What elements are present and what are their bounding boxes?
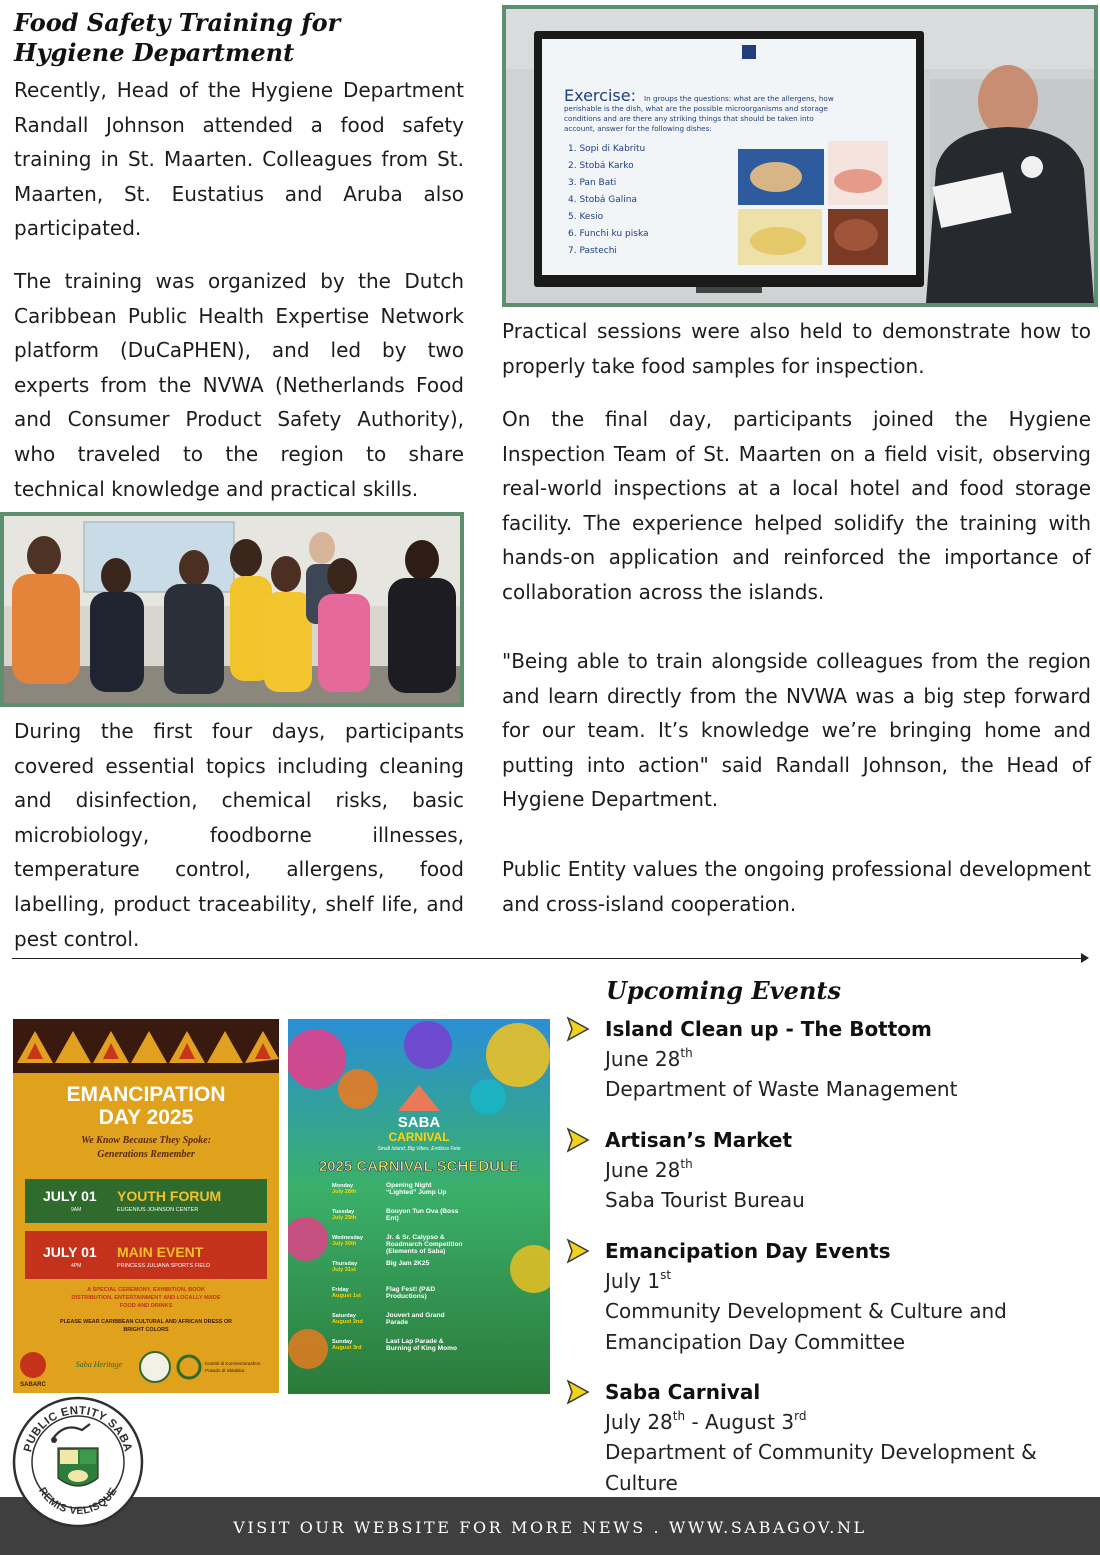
footer-website-link[interactable]: VISIT OUR WEBSITE FOR MORE NEWS . WWW.SABAGOV.NL <box>233 1518 867 1537</box>
poster1-event2-date: JULY 01 <box>43 1244 97 1260</box>
carnival-row-date: August 3rd <box>332 1345 362 1351</box>
slide-dish-5: 5. Kesio <box>568 212 604 222</box>
presenter-head <box>978 65 1038 137</box>
event-organizer: Department of Waste Management <box>605 1077 958 1101</box>
carnival-row-day: Sunday <box>332 1339 353 1345</box>
event-date: June 28th <box>605 1046 693 1071</box>
carnival-row-event: Burning of King Momo <box>386 1345 458 1352</box>
carnival-row-event: Parade <box>386 1319 408 1326</box>
section-divider <box>12 958 1086 959</box>
carnival-row-event: Opening Night <box>386 1182 432 1189</box>
slide-dish-2: 2. Stobá Karko <box>568 161 634 171</box>
divider-arrow-icon <box>1081 953 1089 963</box>
poster1-description-2: DISTRIBUTION, ENTERTAINMENT AND LOCALLY MADE <box>71 1295 221 1301</box>
poster1-event1-date: JULY 01 <box>43 1188 97 1204</box>
event-date: July 28th - August 3rd <box>605 1409 807 1434</box>
sabarc-logo <box>20 1352 46 1378</box>
carnival-row-date: July 31st <box>332 1267 356 1273</box>
slide-dish-3: 3. Pan Bati <box>568 178 617 188</box>
carnival-row-event: Bouyon Tun Ova (Boss <box>386 1208 459 1215</box>
event-organizer: Community Development & Culture and Emancipation Day Committee <box>605 1299 1007 1354</box>
carnival-row-event: Productions) <box>386 1293 427 1300</box>
article-title-line-2: Hygiene Department <box>14 38 295 67</box>
article-paragraph-7: Public Entity values the ongoing professional development and cross-island cooperation. <box>502 857 1091 916</box>
poster2-title: 2025 CARNIVAL SCHEDULE <box>318 1158 520 1175</box>
article-paragraph-1: Recently, Head of the Hygiene Department Randall Johnson attended a food safety training in St. Maarten. Colleagues from St. Maarten, St. Eustatius and Aruba also participated. <box>14 78 464 241</box>
saba-heritage-logo: Saba Heritage <box>75 1360 123 1369</box>
slide-intro-line-2: perishable is the dish, what are the possible microorganisms and storage <box>564 104 828 113</box>
carnival-row-event: Jr. & Sr. Calypso & <box>386 1234 445 1241</box>
carnival-row-event: Jouvert and Grand <box>386 1312 445 1319</box>
slide-intro-line-3: conditions and are there any striking things that should be taken into <box>564 114 814 123</box>
presentation-photo-image <box>506 9 1094 303</box>
poster1-event1-time: 9AM <box>71 1207 82 1213</box>
triangle-bullet-icon <box>566 1127 590 1153</box>
poster1-tagline-1: We Know Because They Spoke: <box>81 1135 211 1146</box>
poster1-event2-name: MAIN EVENT <box>117 1244 204 1260</box>
carnival-row-event: (Elements of Saba) <box>386 1248 446 1255</box>
article-paragraph-5: On the final day, participants joined the Hygiene Inspection Team of St. Maarten on a field visit, observing real-world inspections at a local hotel and food storage facility. The experience helped solidify the training with hands-on application and reinforced the importance of collaboration across the islands. <box>502 407 1091 604</box>
carnival-row-day: Wednesday <box>332 1235 363 1241</box>
slide-intro-line-4: account, answer for the following dishes: <box>564 124 712 133</box>
poster1-event1-name: YOUTH FORUM <box>117 1188 222 1204</box>
sabarc-logo-text: SABARC <box>20 1382 46 1388</box>
carnival-row-day: Friday <box>332 1287 349 1293</box>
poster1-description-1: A SPECIAL CEREMONY, EXHIBITION, BOOK <box>87 1287 205 1293</box>
event-date: July 1st <box>605 1268 672 1293</box>
poster2-brand-1: SABA <box>397 1114 441 1131</box>
carnival-row-event: Roadmarch Competition <box>386 1241 463 1248</box>
poster1-event2-place: PRINCESS JULIANA SPORTS FIELD <box>117 1263 211 1269</box>
upcoming-events-title: Upcoming Events <box>606 976 841 1005</box>
carnival-row-event: Last Lap Parade & <box>386 1338 444 1345</box>
slide-dish-7: 7. Pastechi <box>568 246 617 256</box>
article-title-line-1: Food Safety Training for <box>14 8 341 37</box>
carnival-row-event: Big Jam 2K25 <box>386 1260 430 1267</box>
carnival-schedule-poster <box>288 1019 550 1394</box>
seal-top-text: PUBLIC ENTITY SABA <box>22 1404 134 1454</box>
carnival-row-date: August 2nd <box>332 1319 363 1325</box>
event-date: June 28th <box>605 1157 693 1182</box>
group-photo-image <box>4 516 460 703</box>
event-name: Island Clean up - The Bottom <box>605 1017 932 1041</box>
committee-logo-text-1: Komité di Konmemorashon <box>205 1361 261 1366</box>
poster1-title-line-2: DAY 2025 <box>98 1106 194 1129</box>
article-paragraph-3: During the first four days, participants covered essential topics including cleaning and disinfection, chemical risks, basic microbiology, foodborne illnesses, temperature control, allergens, food labelling, product traceability, shelf life, and pest control. <box>14 719 464 951</box>
poster1-description-3: FOOD AND DRINKS <box>119 1303 173 1309</box>
carnival-row-date: July 28th <box>332 1189 357 1195</box>
group-photo <box>0 512 464 707</box>
article-paragraph-2: The training was organized by the Dutch Caribbean Public Health Expertise Network platform (DuCaPHEN), and led by two experts from the NVWA (Netherlands Food and Consumer Product Safety Authority), who traveled to the region to share technical knowledge and practical skills. <box>14 269 464 501</box>
poster1-title-line-1: EMANCIPATION <box>66 1083 226 1106</box>
poster1-tagline-2: Generations Remember <box>97 1149 195 1160</box>
event-name: Emancipation Day Events <box>605 1239 891 1263</box>
carnival-row-day: Saturday <box>332 1313 356 1319</box>
event-name: Artisan’s Market <box>605 1128 793 1152</box>
carnival-row-event: Flag Fest! (P&D <box>386 1286 436 1293</box>
event-name: Saba Carnival <box>605 1380 761 1404</box>
emancipation-day-poster <box>13 1019 279 1393</box>
poster1-event2-time: 4PM <box>71 1263 82 1269</box>
poster1-event1-place: EUGENIUS JOHNSON CENTER <box>117 1207 199 1213</box>
presentation-photo <box>502 5 1098 307</box>
poster2-slogan: Small Island, Big Vibes, Endless Fete <box>377 1146 461 1152</box>
seal-bottom-text: REMIS VELISQUE <box>36 1485 120 1518</box>
public-entity-logo <box>140 1352 170 1382</box>
article-paragraph-6: "Being able to train alongside colleagues from the region and learn directly from the NVWA was a big step forward for our team. It’s knowledge we’re bringing home and putting into action" said Randall Johnson, the Head of Hygiene Department. <box>502 649 1091 812</box>
slide-intro: In groups the questions: what are the allergens, how <box>644 94 834 103</box>
triangle-bullet-icon <box>566 1379 590 1405</box>
carnival-row-day: Tuesday <box>332 1209 355 1215</box>
article-title <box>14 8 474 68</box>
committee-logo-text-2: Posado di Sklabitut <box>205 1368 245 1373</box>
carnival-row-day: Monday <box>332 1183 354 1189</box>
article-paragraph-4: Practical sessions were also held to demonstrate how to properly take food samples for inspection. <box>502 319 1091 378</box>
triangle-bullet-icon <box>566 1016 590 1042</box>
carnival-row-event: “Lighted” Jump Up <box>386 1189 447 1196</box>
carnival-row-date: July 30th <box>332 1241 357 1247</box>
event-organizer: Saba Tourist Bureau <box>605 1188 805 1212</box>
poster1-dress-code-2: BRIGHT COLORS <box>123 1327 169 1333</box>
slide-dish-1: 1. Sopi di Kabritu <box>568 144 646 154</box>
event-organizer: Department of Community Development & Culture <box>605 1440 1037 1495</box>
triangle-bullet-icon <box>566 1238 590 1264</box>
slide-dish-4: 4. Stobá Galina <box>568 195 637 205</box>
slide-heading: Exercise: <box>564 86 636 105</box>
slide-dish-6: 6. Funchi ku piska <box>568 229 649 239</box>
carnival-row-date: July 29th <box>332 1215 357 1221</box>
poster1-dress-code-1: PLEASE WEAR CARIBBEAN CULTURAL AND AFRICAN DRESS OR <box>60 1319 232 1325</box>
carnival-row-day: Thursday <box>332 1261 358 1267</box>
poster2-brand-2: CARNIVAL <box>388 1130 450 1144</box>
carnival-row-date: August 1st <box>332 1293 361 1299</box>
public-entity-saba-seal <box>12 1396 144 1528</box>
carnival-row-event: Ent) <box>386 1215 399 1222</box>
